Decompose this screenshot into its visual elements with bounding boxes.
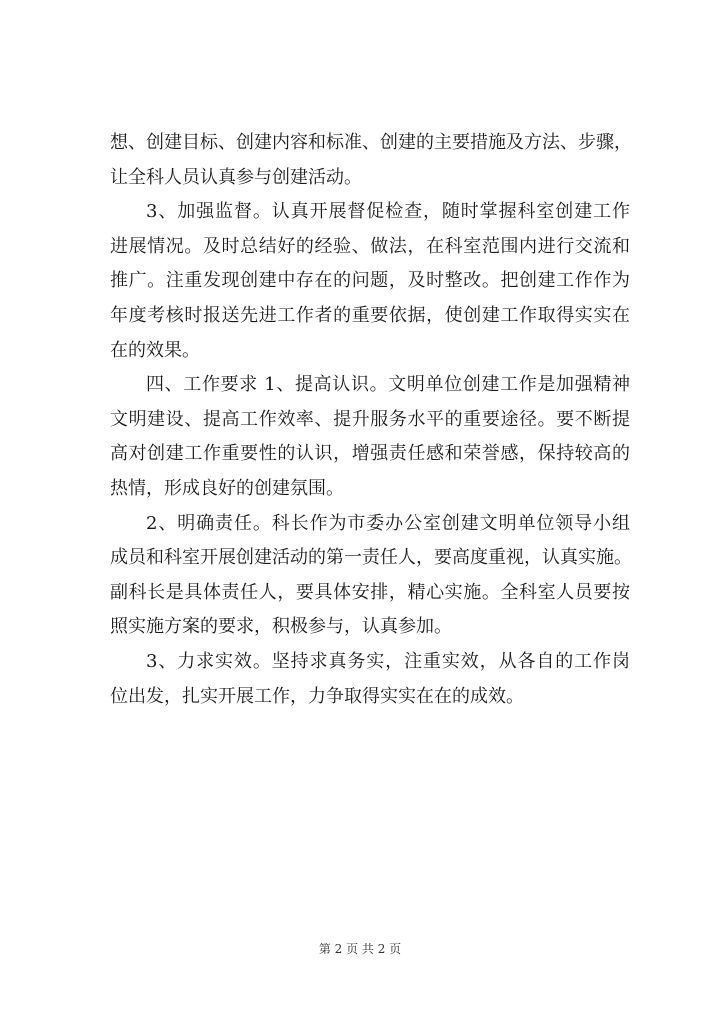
text-line: 让全科人员认真参与创建活动。 (110, 166, 362, 188)
text-line: 高对创建工作重要性的认识，增强责任感和荣誉感，保持较高的 (110, 443, 630, 465)
text-line: 年度考核时报送先进工作者的重要依据，使创建工作取得实实在 (110, 304, 630, 326)
text-line: 热情，形成良好的创建氛围。 (110, 477, 344, 499)
paragraph-start-line: 2、明确责任。科长作为市委办公室创建文明单位领导小组 (146, 512, 630, 534)
text-line: 进展情况。及时总结好的经验、做法，在科室范围内进行交流和 (110, 235, 630, 257)
text-line: 副科长是具体责任人，要具体安排，精心实施。全科室人员要按 (110, 581, 630, 603)
text-line: 照实施方案的要求，积极参与，认真参加。 (110, 616, 452, 638)
text-line: 在的效果。 (110, 339, 200, 361)
text-line: 位出发，扎实开展工作，力争取得实实在在的成效。 (110, 685, 524, 707)
text-line: 文明建设、提高工作效率、提升服务水平的重要途径。要不断提 (110, 408, 630, 430)
text-line: 成员和科室开展创建活动的第一责任人，要高度重视，认真实施。 (110, 547, 632, 569)
text-line: 想、创建目标、创建内容和标准、创建的主要措施及方法、步骤， (110, 132, 632, 153)
paragraph-start-line: 3、加强监督。认真开展督促检查，随时掌握科室创建工作 (146, 201, 630, 223)
document-body (110, 126, 630, 714)
page-number-footer: 第 2 页 共 2 页 (318, 942, 402, 956)
paragraph-start-line: 3、力求实效。坚持求真务实，注重实效，从各自的工作岗 (146, 650, 630, 672)
paragraph-start-line: 四、工作要求 1、提高认识。文明单位创建工作是加强精神 (146, 374, 630, 396)
text-line: 推广。注重发现创建中存在的问题，及时整改。把创建工作作为 (110, 270, 630, 292)
